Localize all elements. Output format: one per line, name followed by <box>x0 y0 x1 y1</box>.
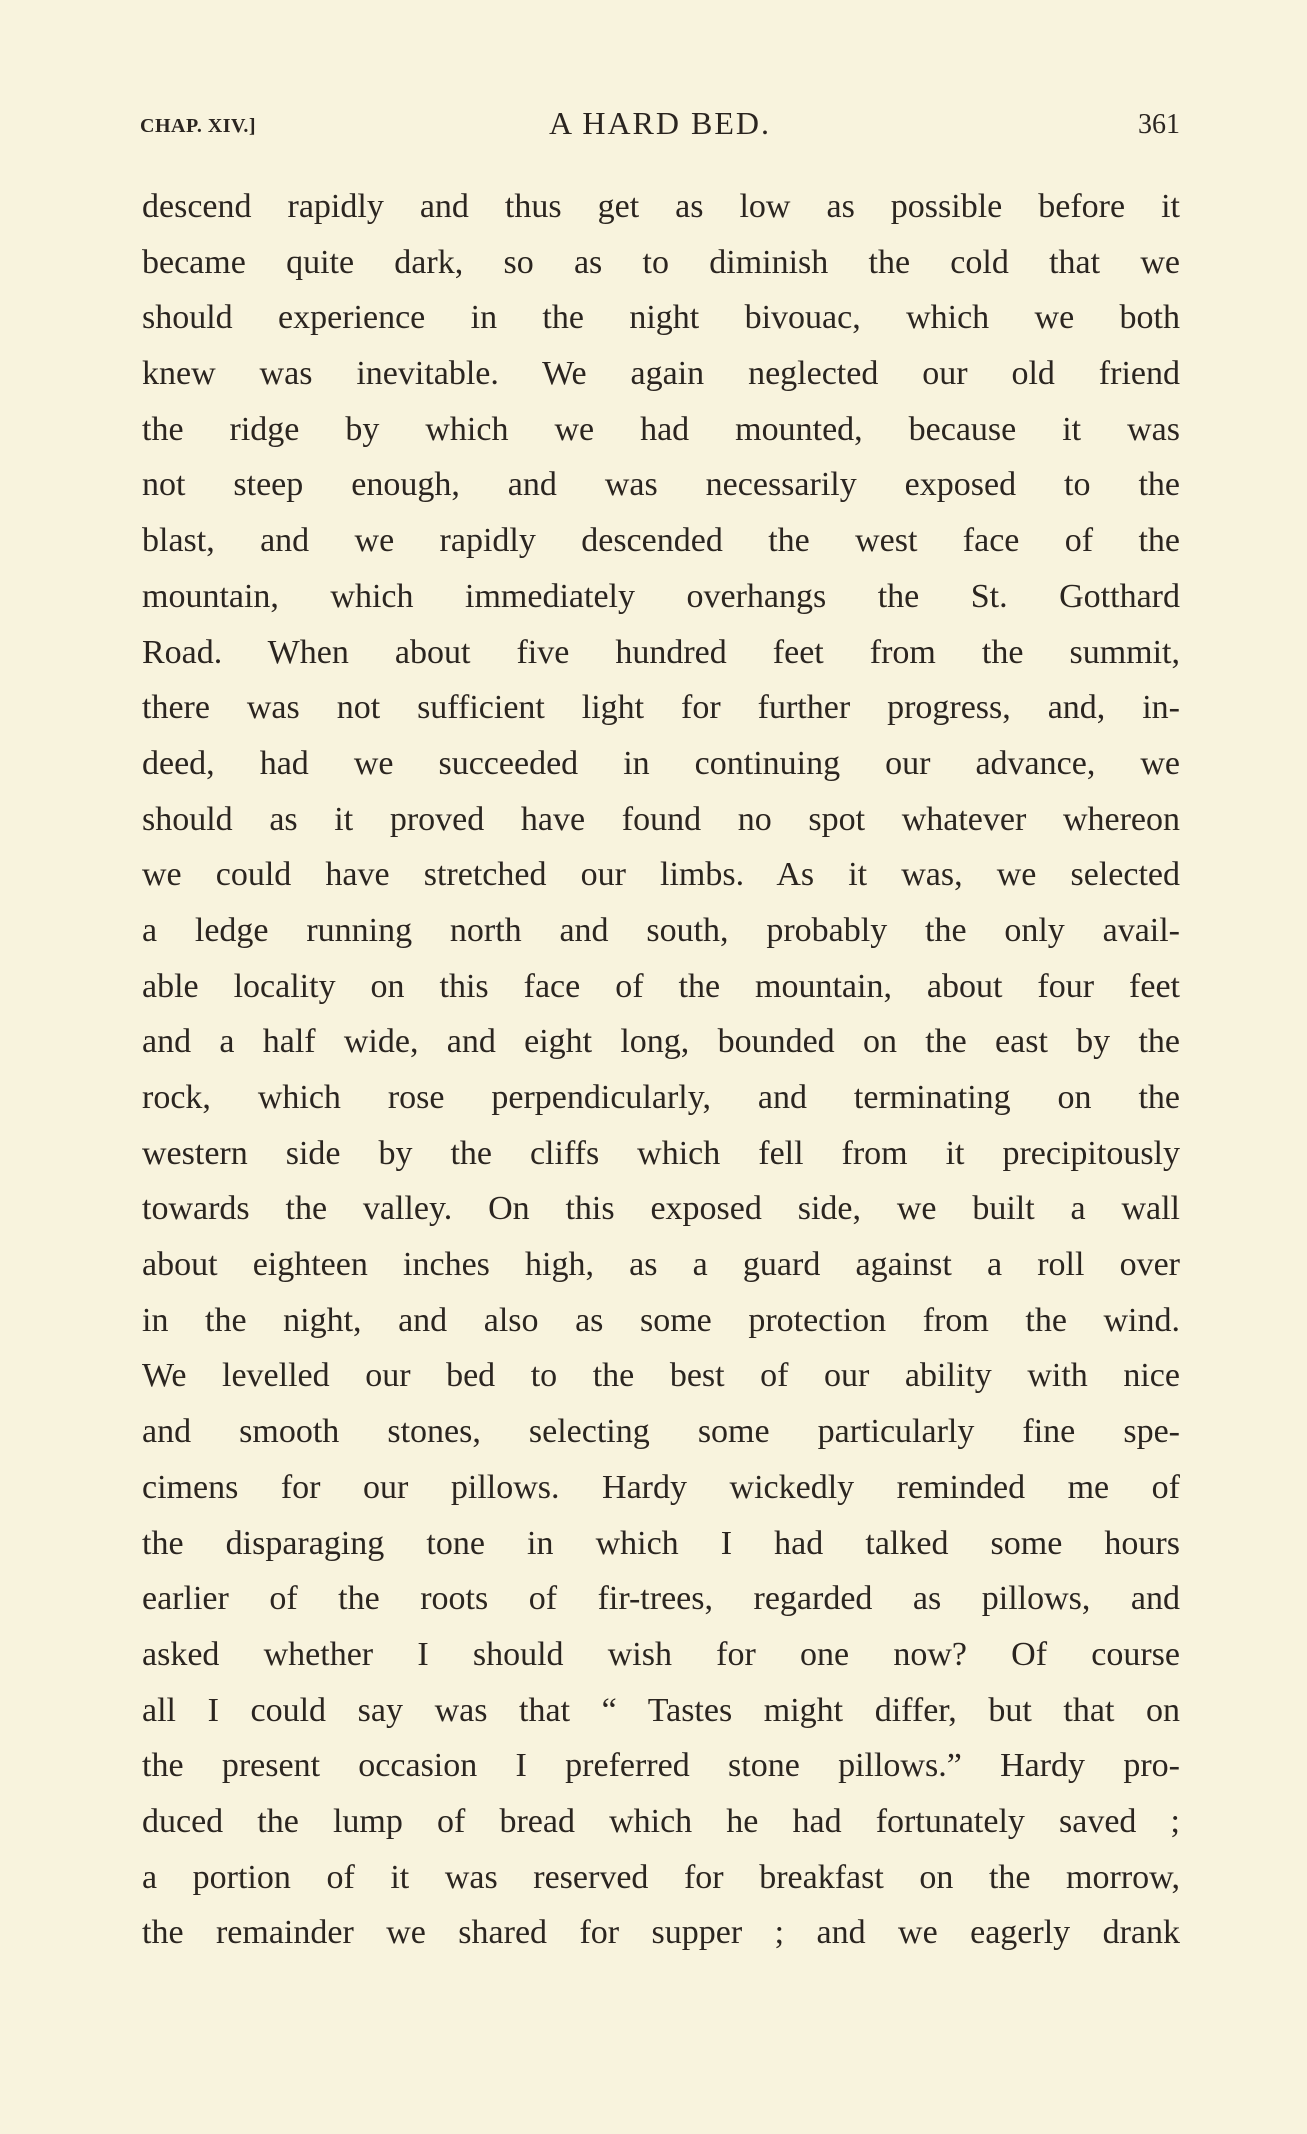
text-line: a ledge running north and south, probably the only avail- <box>142 911 1180 949</box>
text-line: should experience in the night bivouac, which we both <box>142 299 1180 337</box>
text-line: knew was inevitable. We again neglected our old friend <box>142 355 1180 393</box>
page-title: A HARD BED. <box>548 105 771 141</box>
text-line: duced the lump of bread which he had fortunately saved ; <box>142 1802 1180 1840</box>
text-line: the remainder we shared for supper ; and we eagerly drank <box>142 1914 1180 1952</box>
text-line: rock, which rose perpendicularly, and terminating on the <box>142 1079 1180 1116</box>
page-number: 361 <box>1138 109 1180 140</box>
text-line: about eighteen inches high, as a guard against a roll over <box>142 1246 1180 1284</box>
text-line: mountain, which immediately overhangs the St. Gotthard <box>142 577 1180 615</box>
text-line: all I could say was that “ Tastes might differ, but that on <box>142 1691 1180 1729</box>
text-line: a portion of it was reserved for breakfast on the morrow, <box>142 1858 1180 1896</box>
text-line: we could have stretched our limbs. As it was, we selected <box>142 856 1180 894</box>
text-line: became quite dark, so as to diminish the cold that we <box>142 243 1180 281</box>
text-line: not steep enough, and was necessarily exposed to the <box>142 466 1180 504</box>
text-line: and smooth stones, selecting some particularly fine spe- <box>142 1413 1180 1451</box>
text-line: cimens for our pillows. Hardy wickedly reminded me of <box>142 1468 1180 1506</box>
text-line: descend rapidly and thus get as low as possible before it <box>142 188 1180 225</box>
text-line: in the night, and also as some protection from the wind. <box>142 1301 1180 1339</box>
text-line: the present occasion I preferred stone pillows.” Hardy pro- <box>142 1747 1180 1785</box>
body-text <box>142 179 1180 1961</box>
running-head <box>140 105 1180 153</box>
text-line: earlier of the roots of fir-trees, regarded as pillows, and <box>142 1580 1180 1618</box>
chapter-label: CHAP. XIV.] <box>140 115 257 137</box>
text-line: there was not sufficient light for further progress, and, in- <box>142 689 1180 727</box>
text-line: asked whether I should wish for one now? Of course <box>142 1635 1180 1673</box>
text-line: We levelled our bed to the best of our ability with nice <box>142 1357 1180 1395</box>
text-line: should as it proved have found no spot whatever whereon <box>142 800 1180 838</box>
text-line: blast, and we rapidly descended the west face of the <box>142 522 1180 560</box>
text-line: the disparaging tone in which I had talked some hours <box>142 1524 1180 1562</box>
text-line: western side by the cliffs which fell from it precipitously <box>142 1134 1180 1172</box>
text-line: and a half wide, and eight long, bounded on the east by the <box>142 1023 1180 1061</box>
text-line: Road. When about five hundred feet from the summit, <box>142 633 1180 671</box>
text-line: towards the valley. On this exposed side, we built a wall <box>142 1190 1180 1228</box>
text-line: able locality on this face of the mountain, about four feet <box>142 967 1180 1005</box>
text-line: the ridge by which we had mounted, because it was <box>142 410 1180 448</box>
text-line: deed, had we succeeded in continuing our advance, we <box>142 744 1180 782</box>
